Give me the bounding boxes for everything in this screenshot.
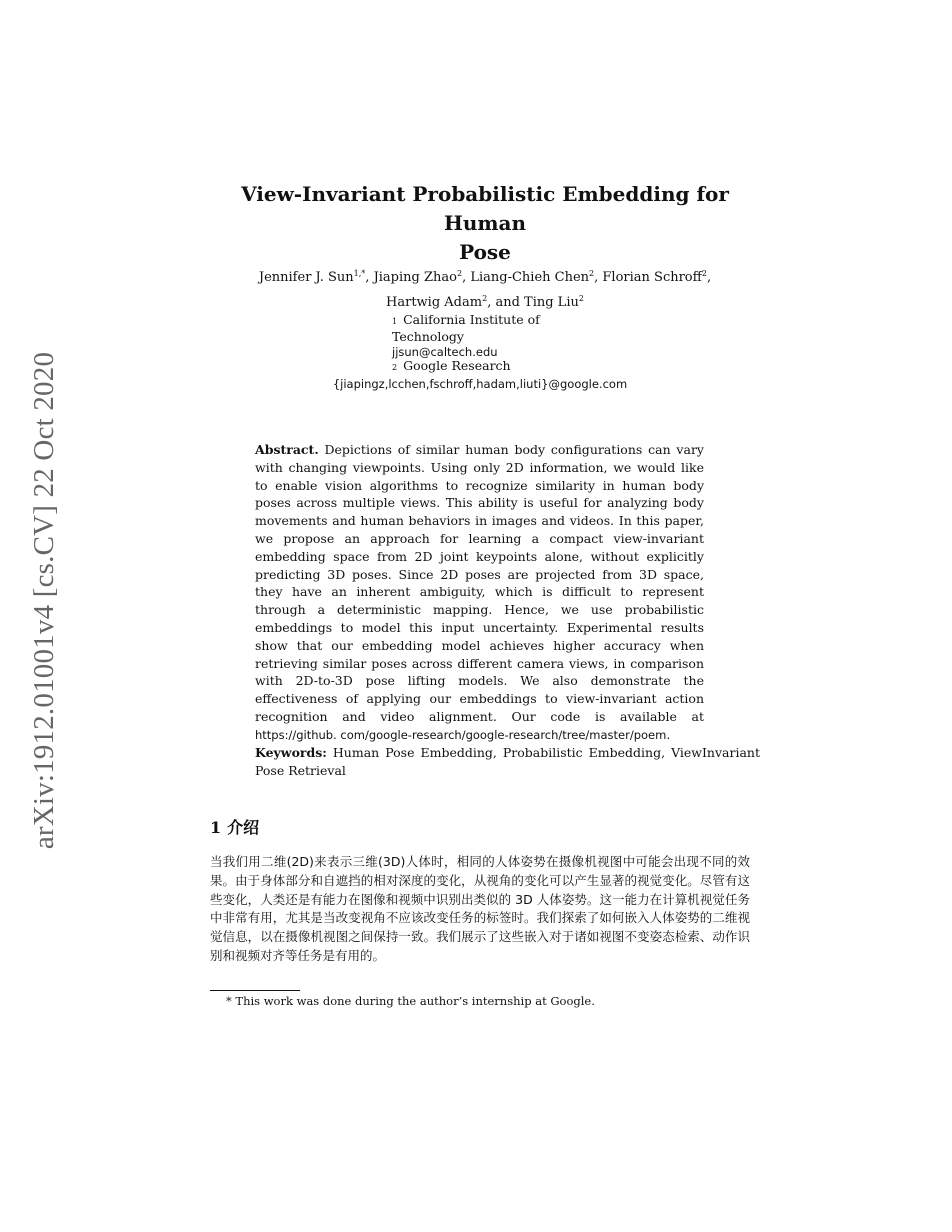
affiliation-institution: California Institute of Technology bbox=[392, 312, 540, 344]
author-sep: , and bbox=[487, 295, 525, 310]
abstract-end: . bbox=[666, 726, 671, 742]
arxiv-stamp-text: arXiv:1912.01001v4 [cs.CV] 22 Oct 2020 bbox=[28, 351, 61, 849]
author-affil-mark: 2 bbox=[482, 294, 488, 303]
author-sep: , bbox=[365, 270, 374, 285]
author-name: Jennifer J. Sun bbox=[258, 270, 354, 285]
author-sep: , bbox=[462, 270, 471, 285]
footnote: * This work was done during the author’s internship at Google. bbox=[226, 994, 595, 1008]
abstract-text: Depictions of similar human body configurations can vary with changing viewpoints. Using only 2D information, we would like to enable vision algorithms to recognize similarity in human body poses across multiple views. This ability is useful for analyzing body movements and human behaviors in images and videos. In this paper, we propose an approach for learning a compact view-invariant embedding space from 2D joint keypoints alone, without explicitly predicting 3D poses. Since 2D poses are projected from 3D space, they have an inherent ambiguity, which is difficult to represent through a deterministic mapping. Hence, we use probabilistic embeddings to model this input uncertainty. Experimental results show that our embedding model achieves higher accuracy when retrieving similar poses across different camera views, in comparison with 2D-to-3D pose lifting models. We also demonstrate the effectiveness of applying our embeddings to view-invariant action recognition and video alignment. Our code is available at bbox=[255, 442, 704, 724]
author-sep: , bbox=[594, 270, 603, 285]
keywords-label: Keywords: bbox=[255, 745, 327, 760]
author-name: Florian Schroff bbox=[602, 270, 702, 285]
paper-title bbox=[200, 180, 770, 267]
affiliation-mark: 2 bbox=[392, 363, 398, 372]
arxiv-stamp bbox=[20, 330, 70, 870]
keywords bbox=[255, 744, 760, 780]
affiliation-emails: {jiapingz,lcchen,fschroff,hadam,liuti}@google.com bbox=[332, 377, 628, 391]
section-number: 1 bbox=[210, 818, 222, 837]
author-list: Jennifer J. Sun$^{1,*}$, Jiaping Zhao$^2$, Liang-Chieh Chen$^2$, Florian Schroff$^2$, Hartwig Adam$^2$, and Ting Liu$^2$ bbox=[258, 269, 712, 310]
author-name: Hartwig Adam bbox=[386, 295, 483, 310]
keywords-text: Human Pose Embedding, Probabilistic Embedding, ViewInvariant Pose Retrieval bbox=[255, 745, 760, 778]
code-link[interactable]: https://github. com/google-research/google-research/tree/master/poem bbox=[255, 727, 667, 742]
author-name: Jiaping Zhao bbox=[373, 270, 457, 285]
affiliation-institution: Google Research bbox=[403, 358, 511, 373]
author-affil-mark: 2 bbox=[701, 269, 707, 278]
author-affil-mark: 2 bbox=[578, 294, 584, 303]
intro-paragraph: 当我们用二维(2D)来表示三维(3D)人体时，相同的人体姿势在摄像机视图中可能会出现不同的效果。由于身体部分和自遮挡的相对深度的变化，从视角的变化可以产生显著的视觉变化。尽管有这些变化，人类还是有能力在图像和视频中识别出类似的 3D 人体姿势。这一能力在计算机视觉任务中非常有用，尤其是当改变视角不应该改变任务的标签时。我们探索了如何嵌入人体姿势的二维视觉信息，以在摄像机视图之间保持一致。我们展示了这些嵌入对于诸如视图不变姿态检索、动作识别和视频对齐等任务是有用的。 bbox=[210, 854, 750, 963]
affiliation-email: jjsun@caltech.edu bbox=[392, 345, 498, 359]
author-name: Ting Liu bbox=[524, 295, 579, 310]
affiliation-1 bbox=[392, 312, 552, 360]
section-heading bbox=[210, 815, 259, 838]
paper-title-line-1: View-Invariant Probabilistic Embedding for Human bbox=[241, 182, 729, 235]
author-affil-mark: 1,* bbox=[353, 269, 366, 278]
abstract bbox=[255, 441, 704, 745]
section-title: 介绍 bbox=[227, 818, 260, 837]
abstract-label: Abstract. bbox=[255, 442, 319, 457]
author-affil-mark: 2 bbox=[456, 269, 463, 278]
affiliation-2 bbox=[392, 358, 511, 375]
paper-title-line-2: Pose bbox=[459, 240, 511, 264]
author-name: Liang-Chieh Chen bbox=[470, 270, 590, 285]
footnote-rule bbox=[210, 990, 300, 991]
author-affil-mark: 2 bbox=[589, 269, 595, 278]
affiliation-mark: 1 bbox=[392, 317, 398, 326]
